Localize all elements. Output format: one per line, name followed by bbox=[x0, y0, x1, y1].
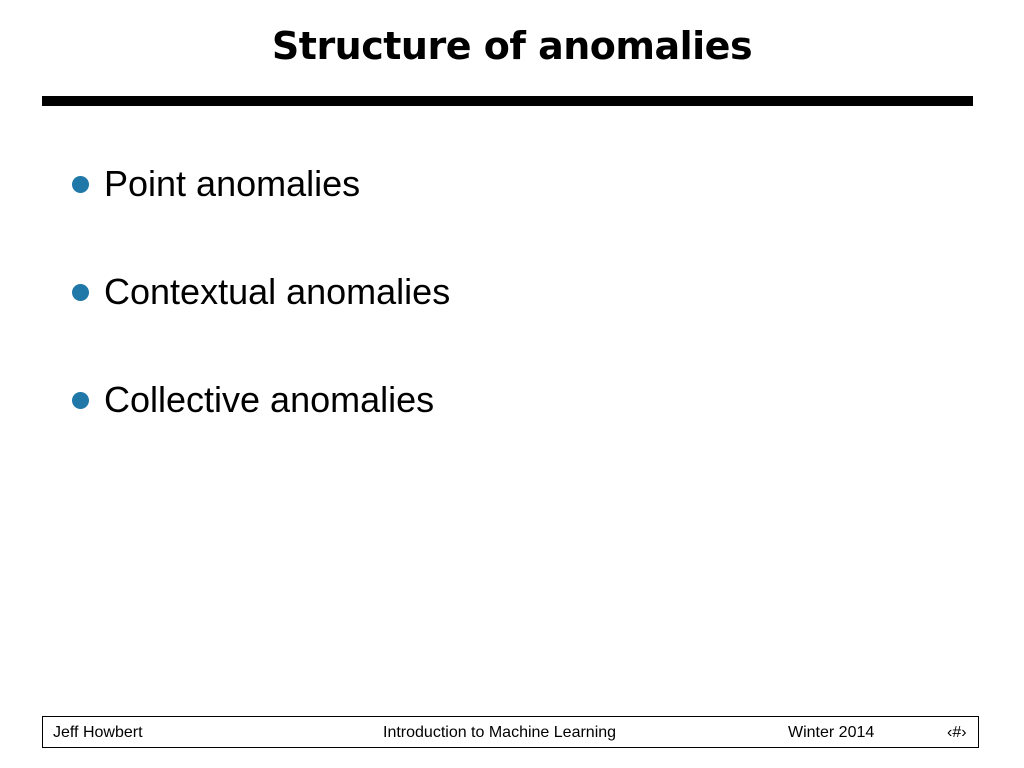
footer-course: Introduction to Machine Learning bbox=[383, 724, 617, 741]
bullet-item bbox=[72, 266, 450, 374]
slide-footer bbox=[42, 716, 979, 748]
bullet-list bbox=[72, 158, 450, 482]
bullet-label: Point anomalies bbox=[104, 163, 361, 204]
slide-title: Structure of anomalies bbox=[271, 24, 753, 68]
bullet-dot-icon bbox=[72, 284, 89, 301]
bullet-dot-icon bbox=[72, 176, 89, 193]
bullet-item bbox=[72, 158, 450, 266]
bullet-label: Collective anomalies bbox=[104, 379, 435, 420]
bullet-item bbox=[72, 374, 450, 482]
bullet-dot-icon bbox=[72, 392, 89, 409]
footer-author: Jeff Howbert bbox=[53, 724, 143, 741]
footer-page-number: ‹#› bbox=[947, 724, 967, 741]
footer-term: Winter 2014 bbox=[788, 724, 875, 741]
title-divider bbox=[42, 96, 973, 106]
bullet-label: Contextual anomalies bbox=[104, 271, 451, 312]
